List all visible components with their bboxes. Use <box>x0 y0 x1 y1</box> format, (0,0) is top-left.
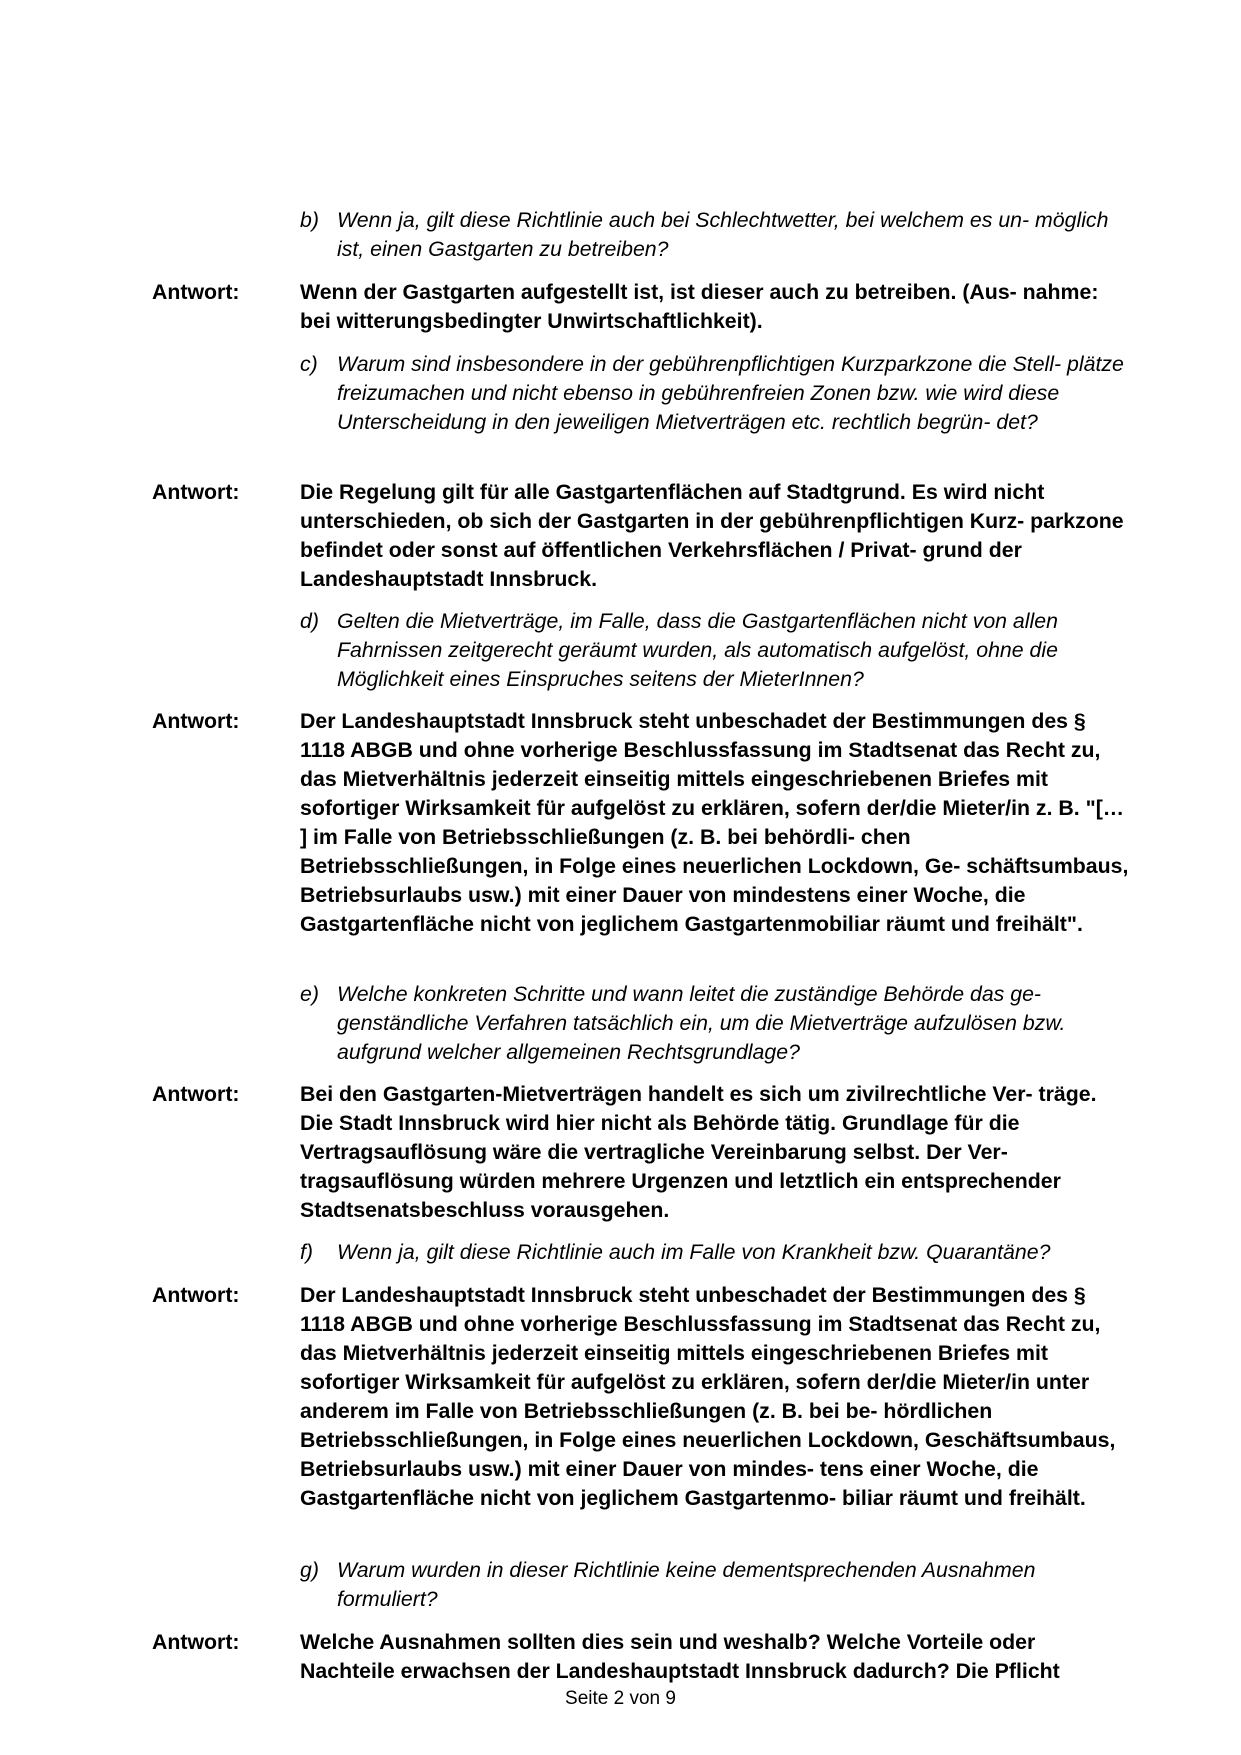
answer-label: Antwort: <box>152 1283 240 1307</box>
page-footer: Seite 2 von 9 <box>565 1688 676 1709</box>
answer-text: Der Landeshauptstadt Innsbruck steht unbeschadet der Bestimmungen des § 1118 ABGB und ohne vorherige Beschlussfassung im Stadtsenat das Recht zu, das Mietverhältnis jederzeit einseitig mittels eingeschriebenen Briefes mit sofortiger Wirksamkeit für aufgelöst zu erklären, sofern der/die Mieter/in z. B. "[… ] im Falle von Betriebsschließungen (z. B. bei behördli- chen Betriebsschließungen, in Folge eines neuerlichen Lockdown, Ge- schäftsumbaus, Betriebsurlaubs usw.) mit einer Dauer von mindestens einer Woche, die Gastgartenfläche nicht von jeglichem Gastgartenmobiliar räumt und freihält". <box>300 709 1129 936</box>
question-label: g) <box>300 1558 319 1582</box>
question-label: c) <box>300 352 318 376</box>
question-e <box>300 980 1130 1067</box>
answer-text: Welche Ausnahmen sollten dies sein und weshalb? Welche Vorteile oder Nachteile erwachsen der Landeshauptstadt Innsbruck dadurch? Die Pflicht <box>300 1630 1060 1683</box>
question-b <box>300 206 1130 264</box>
question-g <box>300 1556 1130 1614</box>
question-text: Wenn ja, gilt diese Richtlinie auch bei Schlechtwetter, bei welchem es un- möglich ist, einen Gastgarten zu betreiben? <box>337 208 1109 261</box>
answer-text: Der Landeshauptstadt Innsbruck steht unbeschadet der Bestimmungen des § 1118 ABGB und ohne vorherige Beschlussfassung im Stadtsenat das Recht zu, das Mietverhältnis jederzeit einseitig mittels eingeschriebenen Briefes mit sofortiger Wirksamkeit für aufgelöst zu erklären, sofern der/die Mieter/in unter anderem im Falle von Betriebsschließungen (z. B. bei be- hördlichen Betriebsschließungen, in Folge eines neuerlichen Lockdown, Geschäftsumbaus, Betriebsurlaubs usw.) mit einer Dauer von mindes- tens einer Woche, die Gastgartenfläche nicht von jeglichem Gastgartenmo- biliar räumt und freihält. <box>300 1283 1116 1510</box>
question-text: Warum sind insbesondere in der gebührenpflichtigen Kurzparkzone die Stell- plätze freizumachen und nicht ebenso in gebührenfreien Zonen bzw. wie wird diese Unterscheidung in den jeweiligen Mietverträgen etc. rechtlich begrün- det? <box>337 352 1124 434</box>
question-label: b) <box>300 208 319 232</box>
answer-label: Antwort: <box>152 480 240 504</box>
answer-label: Antwort: <box>152 1082 240 1106</box>
answer-label: Antwort: <box>152 1630 240 1654</box>
question-text: Welche konkreten Schritte und wann leitet die zuständige Behörde das ge- genständliche Verfahren tatsächlich ein, um die Mietverträge aufzulösen bzw. aufgrund welcher allgemeinen Rechtsgrundlage? <box>337 982 1066 1064</box>
answer-text: Die Regelung gilt für alle Gastgartenflächen auf Stadtgrund. Es wird nicht unterschieden, ob sich der Gastgarten in der gebührenpflichtigen Kurz- parkzone befindet oder sonst auf öffentlichen Verkehrsflächen / Privat- grund der Landeshauptstadt Innsbruck. <box>300 480 1124 591</box>
answer-label: Antwort: <box>152 709 240 733</box>
question-text: Gelten die Mietverträge, im Falle, dass die Gastgartenflächen nicht von allen Fahrnissen zeitgerecht geräumt wurden, als automatisch aufgelöst, ohne die Möglichkeit eines Einspruches seitens der MieterInnen? <box>337 609 1058 691</box>
question-label: d) <box>300 609 319 633</box>
answer-label: Antwort: <box>152 280 240 304</box>
answer-text: Wenn der Gastgarten aufgestellt ist, ist dieser auch zu betreiben. (Aus- nahme: bei witterungsbedingter Unwirtschaftlichkeit). <box>300 280 1099 333</box>
question-c <box>300 350 1130 437</box>
question-label: e) <box>300 982 319 1006</box>
question-text: Wenn ja, gilt diese Richtlinie auch im Falle von Krankheit bzw. Quarantäne? <box>337 1240 1051 1264</box>
question-d <box>300 607 1130 694</box>
answer-text: Bei den Gastgarten-Mietverträgen handelt es sich um zivilrechtliche Ver- träge. Die Stadt Innsbruck wird hier nicht als Behörde tätig. Grundlage für die Vertragsauflösung wäre die vertragliche Vereinbarung selbst. Der Ver- tragsauflösung würden mehrere Urgenzen und letztlich ein entsprechender Stadtsenatsbeschluss vorausgehen. <box>300 1082 1097 1222</box>
question-label: f) <box>300 1240 314 1264</box>
question-f <box>300 1238 1130 1267</box>
question-text: Warum wurden in dieser Richtlinie keine dementsprechenden Ausnahmen formuliert? <box>337 1558 1036 1611</box>
